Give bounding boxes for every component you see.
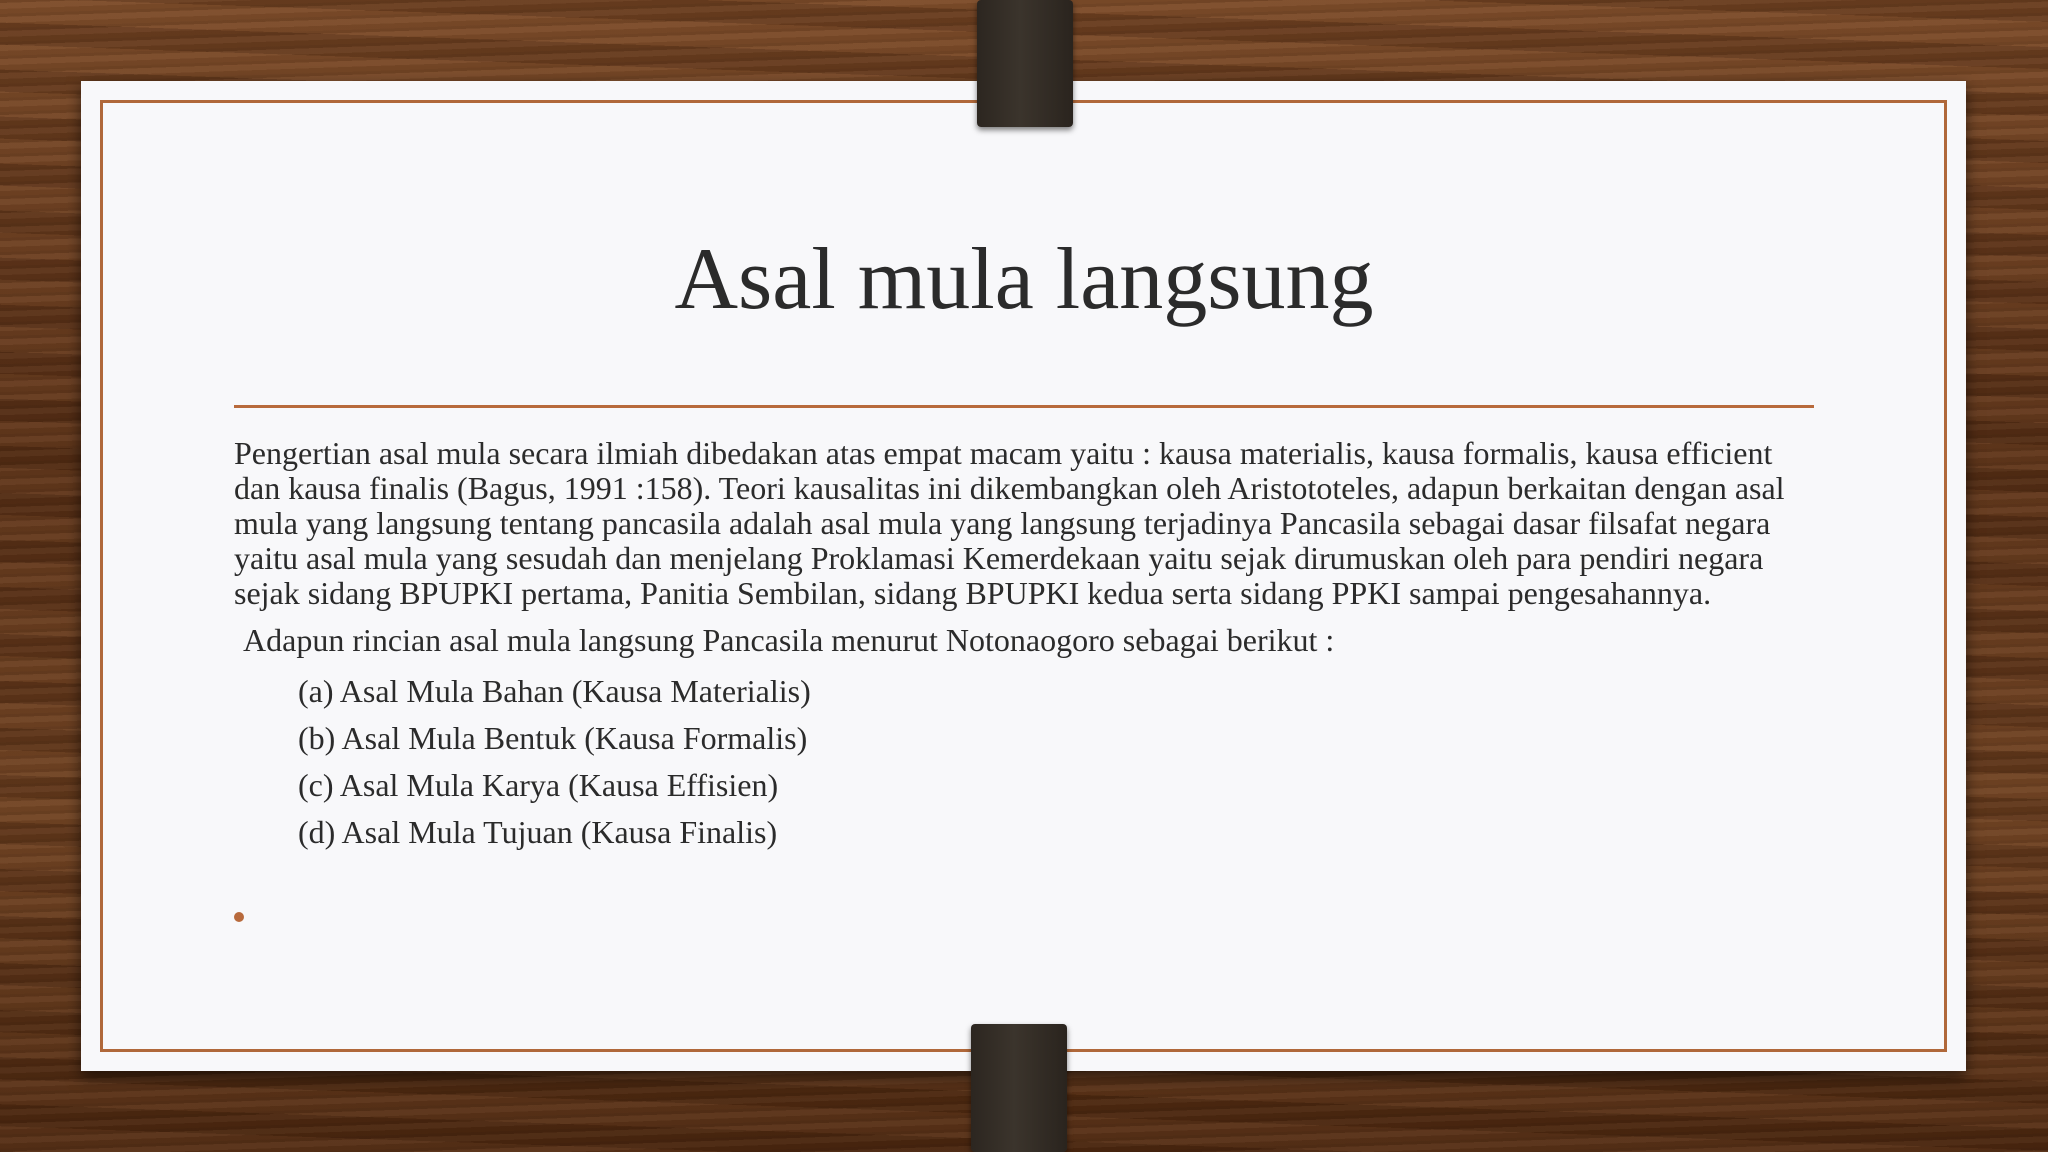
list-item: (c) Asal Mula Karya (Kausa Effisien) — [298, 767, 779, 803]
bottom-clip — [971, 1024, 1067, 1152]
list-item: (b) Asal Mula Bentuk (Kausa Formalis) — [298, 720, 808, 756]
list-item: (a) Asal Mula Bahan (Kausa Materialis) — [298, 673, 811, 709]
title-divider — [234, 405, 1814, 408]
top-clip — [977, 0, 1073, 127]
slide-body — [234, 436, 1814, 856]
cause-list — [298, 668, 1814, 856]
intro-paragraph: Adapun rincian asal mula langsung Pancasila menurut Notonaogoro sebagai berikut : — [243, 622, 1335, 658]
empty-bullet-icon — [234, 912, 244, 922]
body-paragraph: Pengertian asal mula secara ilmiah dibedakan atas empat macam yaitu : kausa materialis, kausa formalis, kausa efficient dan kausa finalis (Bagus, 1991 :158). Teori kausalitas ini dikembangkan oleh Aristototeles, adapun berkaitan dengan asal mula yang langsung tentang pancasila adalah asal mula yang langsung terjadinya Pancasila sebagai dasar filsafat negara yaitu asal mula yang sesudah dan menjelang Proklamasi Kemerdekaan yaitu sejak dirumuskan oleh para pendiri negara sejak sidang BPUPKI pertama, Panitia Sembilan, sidang BPUPKI kedua serta sidang PPKI sampai pengesahannya. — [234, 435, 1785, 611]
slide-title: Asal mula langsung — [674, 231, 1374, 328]
list-item: (d) Asal Mula Tujuan (Kausa Finalis) — [298, 814, 778, 850]
